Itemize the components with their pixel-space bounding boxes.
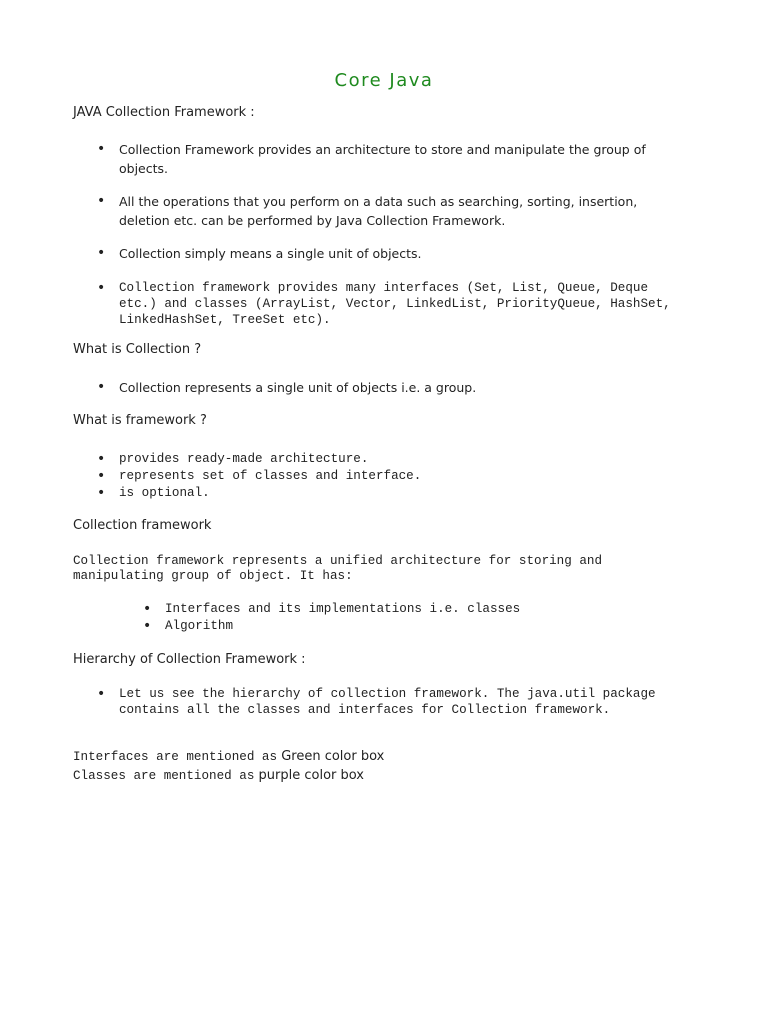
list-item: • Interfaces and its implementations i.e. classes [143, 601, 683, 617]
legend-interfaces-line [73, 749, 384, 764]
bullet-list-what-is-framework [97, 451, 687, 501]
legend-classes-suffix: purple color box [258, 768, 365, 783]
list-item: • Collection simply means a single unit of objects. [97, 244, 687, 263]
bullet-list-what-is-collection [97, 378, 687, 397]
collection-framework-paragraph: Collection framework represents a unified architecture for storing and manipulating group of object. It has: [73, 554, 603, 583]
list-item: • is optional. [97, 485, 687, 501]
bullet-list-interfaces-classes [97, 280, 687, 328]
section-heading-hierarchy: Hierarchy of Collection Framework : [73, 652, 306, 667]
bullet-list-operations [97, 192, 687, 230]
legend-classes-prefix: Classes are mentioned as [73, 769, 255, 783]
bullet-list-it-has [143, 601, 683, 634]
section-heading-what-is-collection: What is Collection ? [73, 342, 202, 357]
page-title: Core Java [334, 70, 434, 91]
list-item: • Collection represents a single unit of objects i.e. a group. [97, 378, 687, 397]
list-item: • Let us see the hierarchy of collection framework. The java.util package contains all the classes and interfaces for Collection framework. [97, 686, 667, 718]
section-heading-what-is-framework: What is framework ? [73, 413, 207, 428]
legend-interfaces-prefix: Interfaces are mentioned as [73, 750, 278, 764]
list-item: • All the operations that you perform on a data such as searching, sorting, insertion, deletion etc. can be performed by Java Collection Framework. [97, 192, 687, 230]
list-item: • Collection framework provides many interfaces (Set, List, Queue, Deque etc.) and classes (ArrayList, Vector, LinkedList, PriorityQueue, HashSet, LinkedHashSet, TreeSet etc). [97, 280, 687, 328]
legend-interfaces-suffix: Green color box [281, 749, 385, 764]
bullet-list-single-unit [97, 244, 687, 263]
section-heading-collection-framework-2: Collection framework [73, 518, 212, 533]
section-heading-collection-framework: JAVA Collection Framework : [73, 105, 255, 120]
list-item: • Algorithm [143, 618, 683, 634]
bullet-list-hierarchy [97, 686, 667, 718]
list-item: • Collection Framework provides an architecture to store and manipulate the group of objects. [97, 140, 687, 178]
bullet-list-collection-framework [97, 140, 687, 178]
legend-classes-line [73, 768, 364, 783]
list-item: • represents set of classes and interface. [97, 468, 687, 484]
list-item: • provides ready-made architecture. [97, 451, 687, 467]
